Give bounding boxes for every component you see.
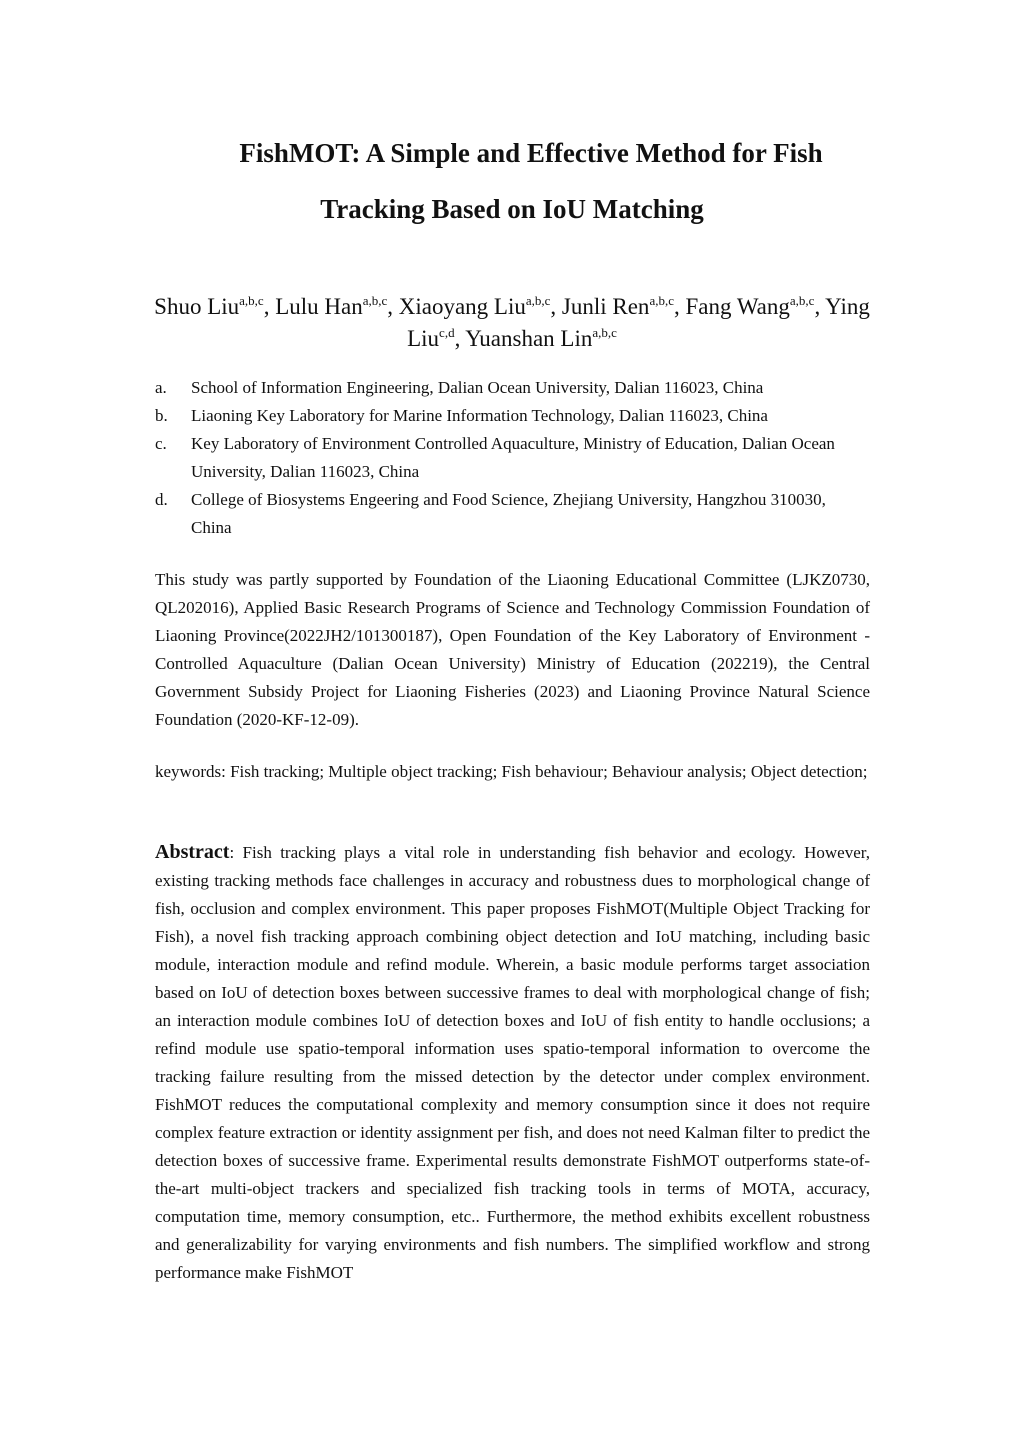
author: Junli Ren$^{a,b,c}$, [561,293,686,319]
paper-title-line-1: FishMOT: A Simple and Effective Method for Fish [239,138,823,168]
affiliation-text: Liaoning Key Laboratory for Marine Information Technology, Dalian 116023, China [191,406,768,425]
affiliation-marker: b. [155,406,168,425]
affiliation-marker: d. [155,490,168,509]
affiliation-text: College of Biosystems Engeering and Food Science, Zhejiang University, Hangzhou 310030, China [191,490,826,537]
author: Fang Wang$^{a,b,c}$, [685,293,826,319]
abstract [155,838,870,1287]
affiliation-marker: c. [155,434,167,453]
affiliation-text: Key Laboratory of Environment Controlled Aquaculture, Ministry of Education, Dalian Ocean University, Dalian 116023, China [191,434,835,481]
affiliation-text: School of Information Engineering, Dalian Ocean University, Dalian 116023, China [191,378,764,397]
affiliation-item [155,486,870,542]
affiliation-item [155,430,870,486]
affiliation-marker: a. [155,378,167,397]
paper-title-line-2: Tracking Based on IoU Matching [320,194,704,224]
abstract-text: Fish tracking plays a vital role in understanding fish behavior and ecology. However, existing tracking methods face challenges in accuracy and robustness dues to morphological change of fish, occlusion and complex environment. This paper proposes FishMOT(Multiple Object Tracking for Fish), a novel fish tracking approach combining object detection and IoU matching, including basic module, interaction module and refind module. Wherein, a basic module performs target association based on IoU of detection boxes between successive frames to deal with morphological change of fish; an interaction module combines IoU of detection boxes and IoU of fish entity to handle occlusions; a refind module use spatio-temporal information uses spatio-temporal information to overcome the tracking failure resulting from the missed detection by the detector under complex environment. FishMOT reduces the computational complexity and memory consumption since it does not require complex feature extraction or identity assignment per fish, and does not need Kalman filter to predict the detection boxes of successive frame. Experimental results demonstrate FishMOT outperforms state-of-the-art multi-object trackers and specialized fish tracking tools in terms of MOTA, accuracy, computation time, memory consumption, etc.. Furthermore, the method exhibits excellent robustness and generalizability for varying environments and fish numbers. The simplified workflow and strong performance make FishMOT [155,843,870,1282]
author-list [150,292,874,356]
author: Yuanshan Lin$^{a,b,c}$ [465,325,617,351]
author: Ying Liu$^{c,d}$, [407,294,870,351]
affiliation-item [155,374,870,402]
author: Shuo Liu$^{a,b,c}$, [154,293,276,319]
author: Xiaoyang Liu$^{a,b,c}$, [398,293,562,319]
author: Lulu Han$^{a,b,c}$, [275,293,399,319]
affiliation-list [155,374,870,542]
abstract-separator: : [229,843,243,862]
funding-statement: This study was partly supported by Foundation of the Liaoning Educational Committee (LJKZ0730, QL202016), Applied Basic Research Programs of Science and Technology Commission Foundation of Liaoning Province(2022JH2/101300187), Open Foundation of the Key Laboratory of Environment -Controlled Aquaculture (Dalian Ocean University) Ministry of Education (202219), the Central Government Subsidy Project for Liaoning Fisheries (2023) and Liaoning Province Natural Science Foundation (2020-KF-12-09). [155,570,870,729]
abstract-heading: Abstract [155,841,230,863]
keywords: keywords: Fish tracking; Multiple object tracking; Fish behaviour; Behaviour analysis; Object detection; [155,762,868,781]
affiliation-item [155,402,870,430]
